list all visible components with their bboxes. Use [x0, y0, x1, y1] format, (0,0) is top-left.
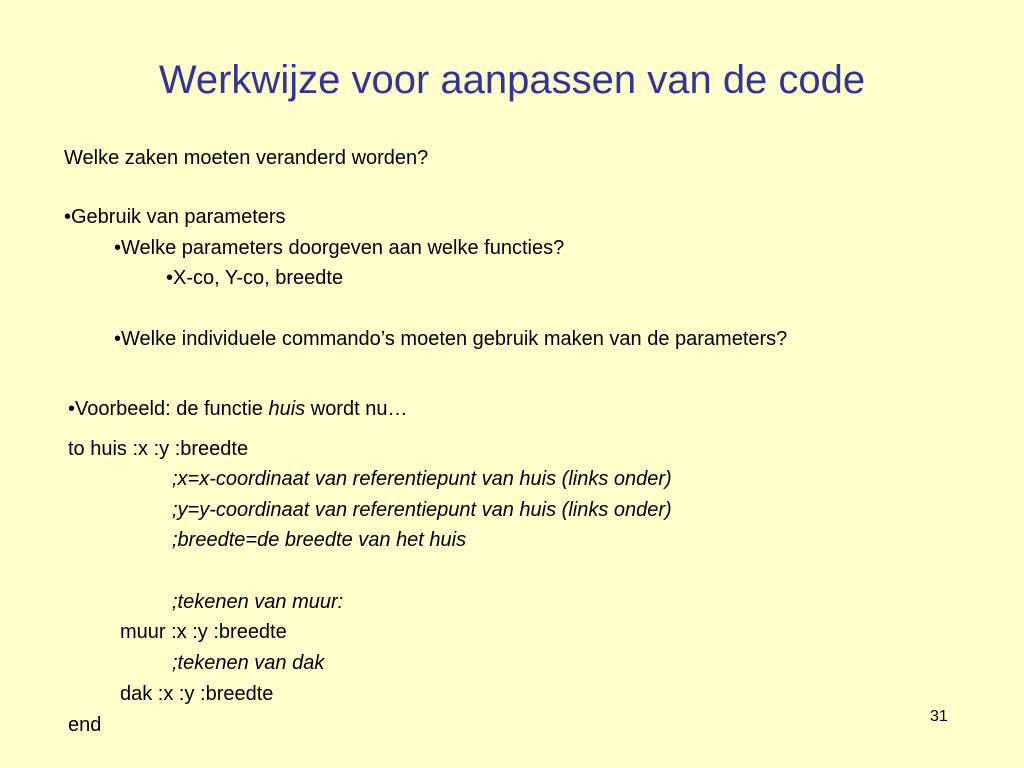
bullet-which-parameters: •Welke parameters doorgeven aan welke functies?	[114, 237, 565, 259]
slide-title: Werkwijze voor aanpassen van de code	[158, 58, 866, 102]
bullet-xco-yco-breedte: •X-co, Y-co, breedte	[166, 267, 344, 289]
code-comment-breedte: ;breedte=de breedte van het huis	[172, 529, 467, 551]
bullet-individual-commands: •Welke individuele commando’s moeten gebruik maken van de parameters?	[114, 328, 788, 350]
code-call-dak: dak :x :y :breedte	[120, 683, 274, 705]
example-prefix: •Voorbeeld: de functie	[68, 398, 269, 420]
slide-number: 31	[930, 708, 948, 725]
example-suffix: wordt nu…	[305, 398, 408, 420]
code-comment-y: ;y=y-coordinaat van referentiepunt van huis (links onder)	[172, 499, 672, 521]
code-comment-muur: ;tekenen van muur:	[172, 591, 344, 613]
code-header: to huis :x :y :breedte	[68, 438, 249, 460]
code-comment-x: ;x=x-coordinaat van referentiepunt van huis (links onder)	[172, 468, 672, 490]
code-end: end	[68, 714, 102, 736]
example-line	[68, 397, 407, 421]
bullet-parameters: •Gebruik van parameters	[64, 206, 286, 228]
example-function-name: huis	[268, 398, 306, 420]
code-comment-dak: ;tekenen van dak	[172, 652, 325, 674]
code-call-muur: muur :x :y :breedte	[120, 621, 287, 643]
intro-question: Welke zaken moeten veranderd worden?	[64, 147, 429, 169]
